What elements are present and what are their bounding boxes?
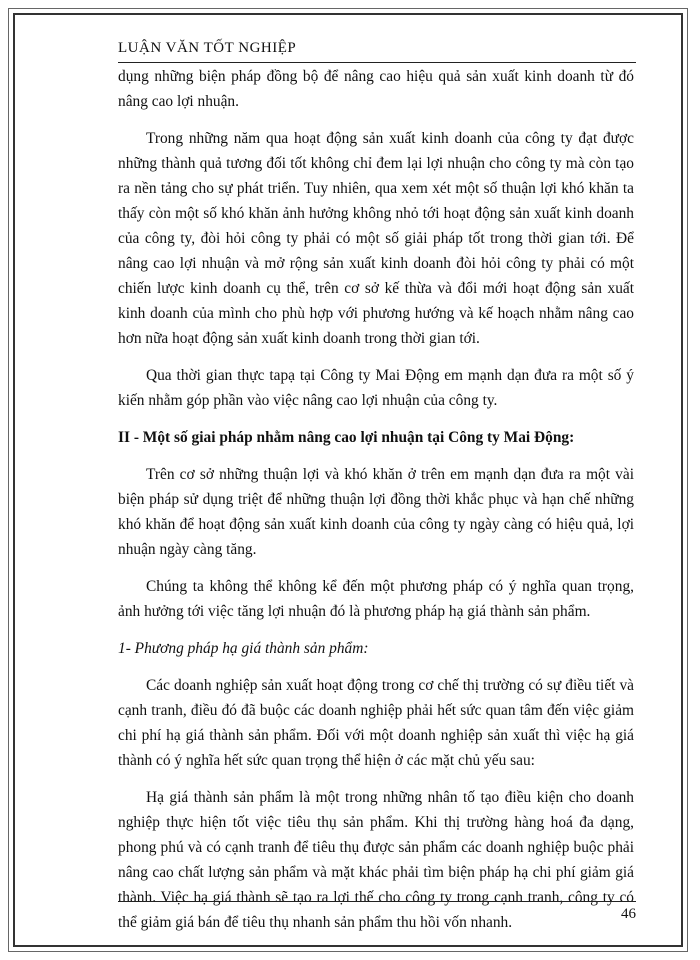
paragraph-4: Trên cơ sở những thuận lợi và khó khăn ở trên em mạnh dạn đưa ra một vài biện pháp sử dụng triệt để những thuận lợi đồng thời khắc phục và hạn chế những khó khăn để hoạt động sản xuất kinh doanh của công ty ngày càng có hiệu quả, lợi nhuận ngày càng tăng. — [118, 466, 634, 558]
running-header: LUẬN VĂN TỐT NGHIỆP — [118, 40, 297, 56]
page-number: 46 — [621, 906, 636, 922]
section-heading: II - Một số giai pháp nhằm nâng cao lợi nhuận tại Công ty Mai Động: — [118, 429, 575, 446]
body-text — [118, 64, 634, 935]
paragraph-7: Hạ giá thành sản phẩm là một trong những nhân tố tạo điều kiện cho doanh nghiệp thực hiện tốt việc tiêu thụ sản phẩm. Khi thị trường hàng hoá đa dạng, phong phú và có cạnh tranh để tiêu thụ được sản phẩm các doanh nghiệp buộc phải nâng cao chất lượng sản phẩm và mặt khác phải tìm biện pháp hạ chi phí giảm giá thành. Việc hạ giá thành sẽ tạo ra lợi thế cho công ty trong cạnh tranh, công ty có thể giảm giá bán để tiêu thụ nhanh sản phẩm thu hồi vốn nhanh. — [118, 789, 634, 931]
paragraph-6: Các doanh nghiệp sản xuất hoạt động trong cơ chế thị trường có sự điều tiết và cạnh tranh, điều đó đã buộc các doanh nghiệp phải hết sức quan tâm đến việc giảm chi phí hạ giá thành sản phẩm. Đối với một doanh nghiệp sản xuất thì việc hạ giá thành có ý nghĩa hết sức quan trọng thể hiện ở các mặt chủ yếu sau: — [118, 677, 634, 769]
paragraph-3: Qua thời gian thực tapạ tại Công ty Mai Động em mạnh dạn đưa ra một số ý kiến nhằm góp phần vào việc nâng cao lợi nhuận của công ty. — [118, 367, 634, 409]
subsection-heading: 1- Phương pháp hạ giá thành sản phẩm: — [118, 640, 369, 657]
footer-rule — [118, 901, 636, 902]
paragraph-5: Chúng ta không thể không kể đến một phương pháp có ý nghĩa quan trọng, ảnh hưởng tới việc tăng lợi nhuận đó là phương pháp hạ giá thành sản phẩm. — [118, 578, 634, 620]
header-rule — [118, 62, 636, 63]
paragraph-2: Trong những năm qua hoạt động sản xuất kinh doanh của công ty đạt được những thành quả tương đối tốt không chỉ đem lại lợi nhuận cho công ty mà còn tạo ra nền tảng cho sự phát triển. Tuy nhiên, qua xem xét một số thuận lợi khó khăn ta thấy còn một số khó khăn ảnh hưởng không nhỏ tới hoạt động sản xuất kinh doanh của công ty, đòi hỏi công ty phải có một số giải pháp tốt trong thời gian tới. Để nâng cao lợi nhuận và mở rộng sản xuất kinh doanh đòi hỏi công ty phải có một chiến lược kinh doanh cụ thể, trên cơ sở kế thừa và đổi mới hoạt động sản xuất kinh doanh của mình cho phù hợp với phương hướng và kế hoạch nhằm nâng cao hơn nữa hoạt động sản xuất kinh doanh trong thời gian tới. — [118, 130, 634, 347]
paragraph-1: dụng những biện pháp đồng bộ để nâng cao hiệu quả sản xuất kinh doanh từ đó nâng cao lợi nhuận. — [118, 68, 634, 110]
